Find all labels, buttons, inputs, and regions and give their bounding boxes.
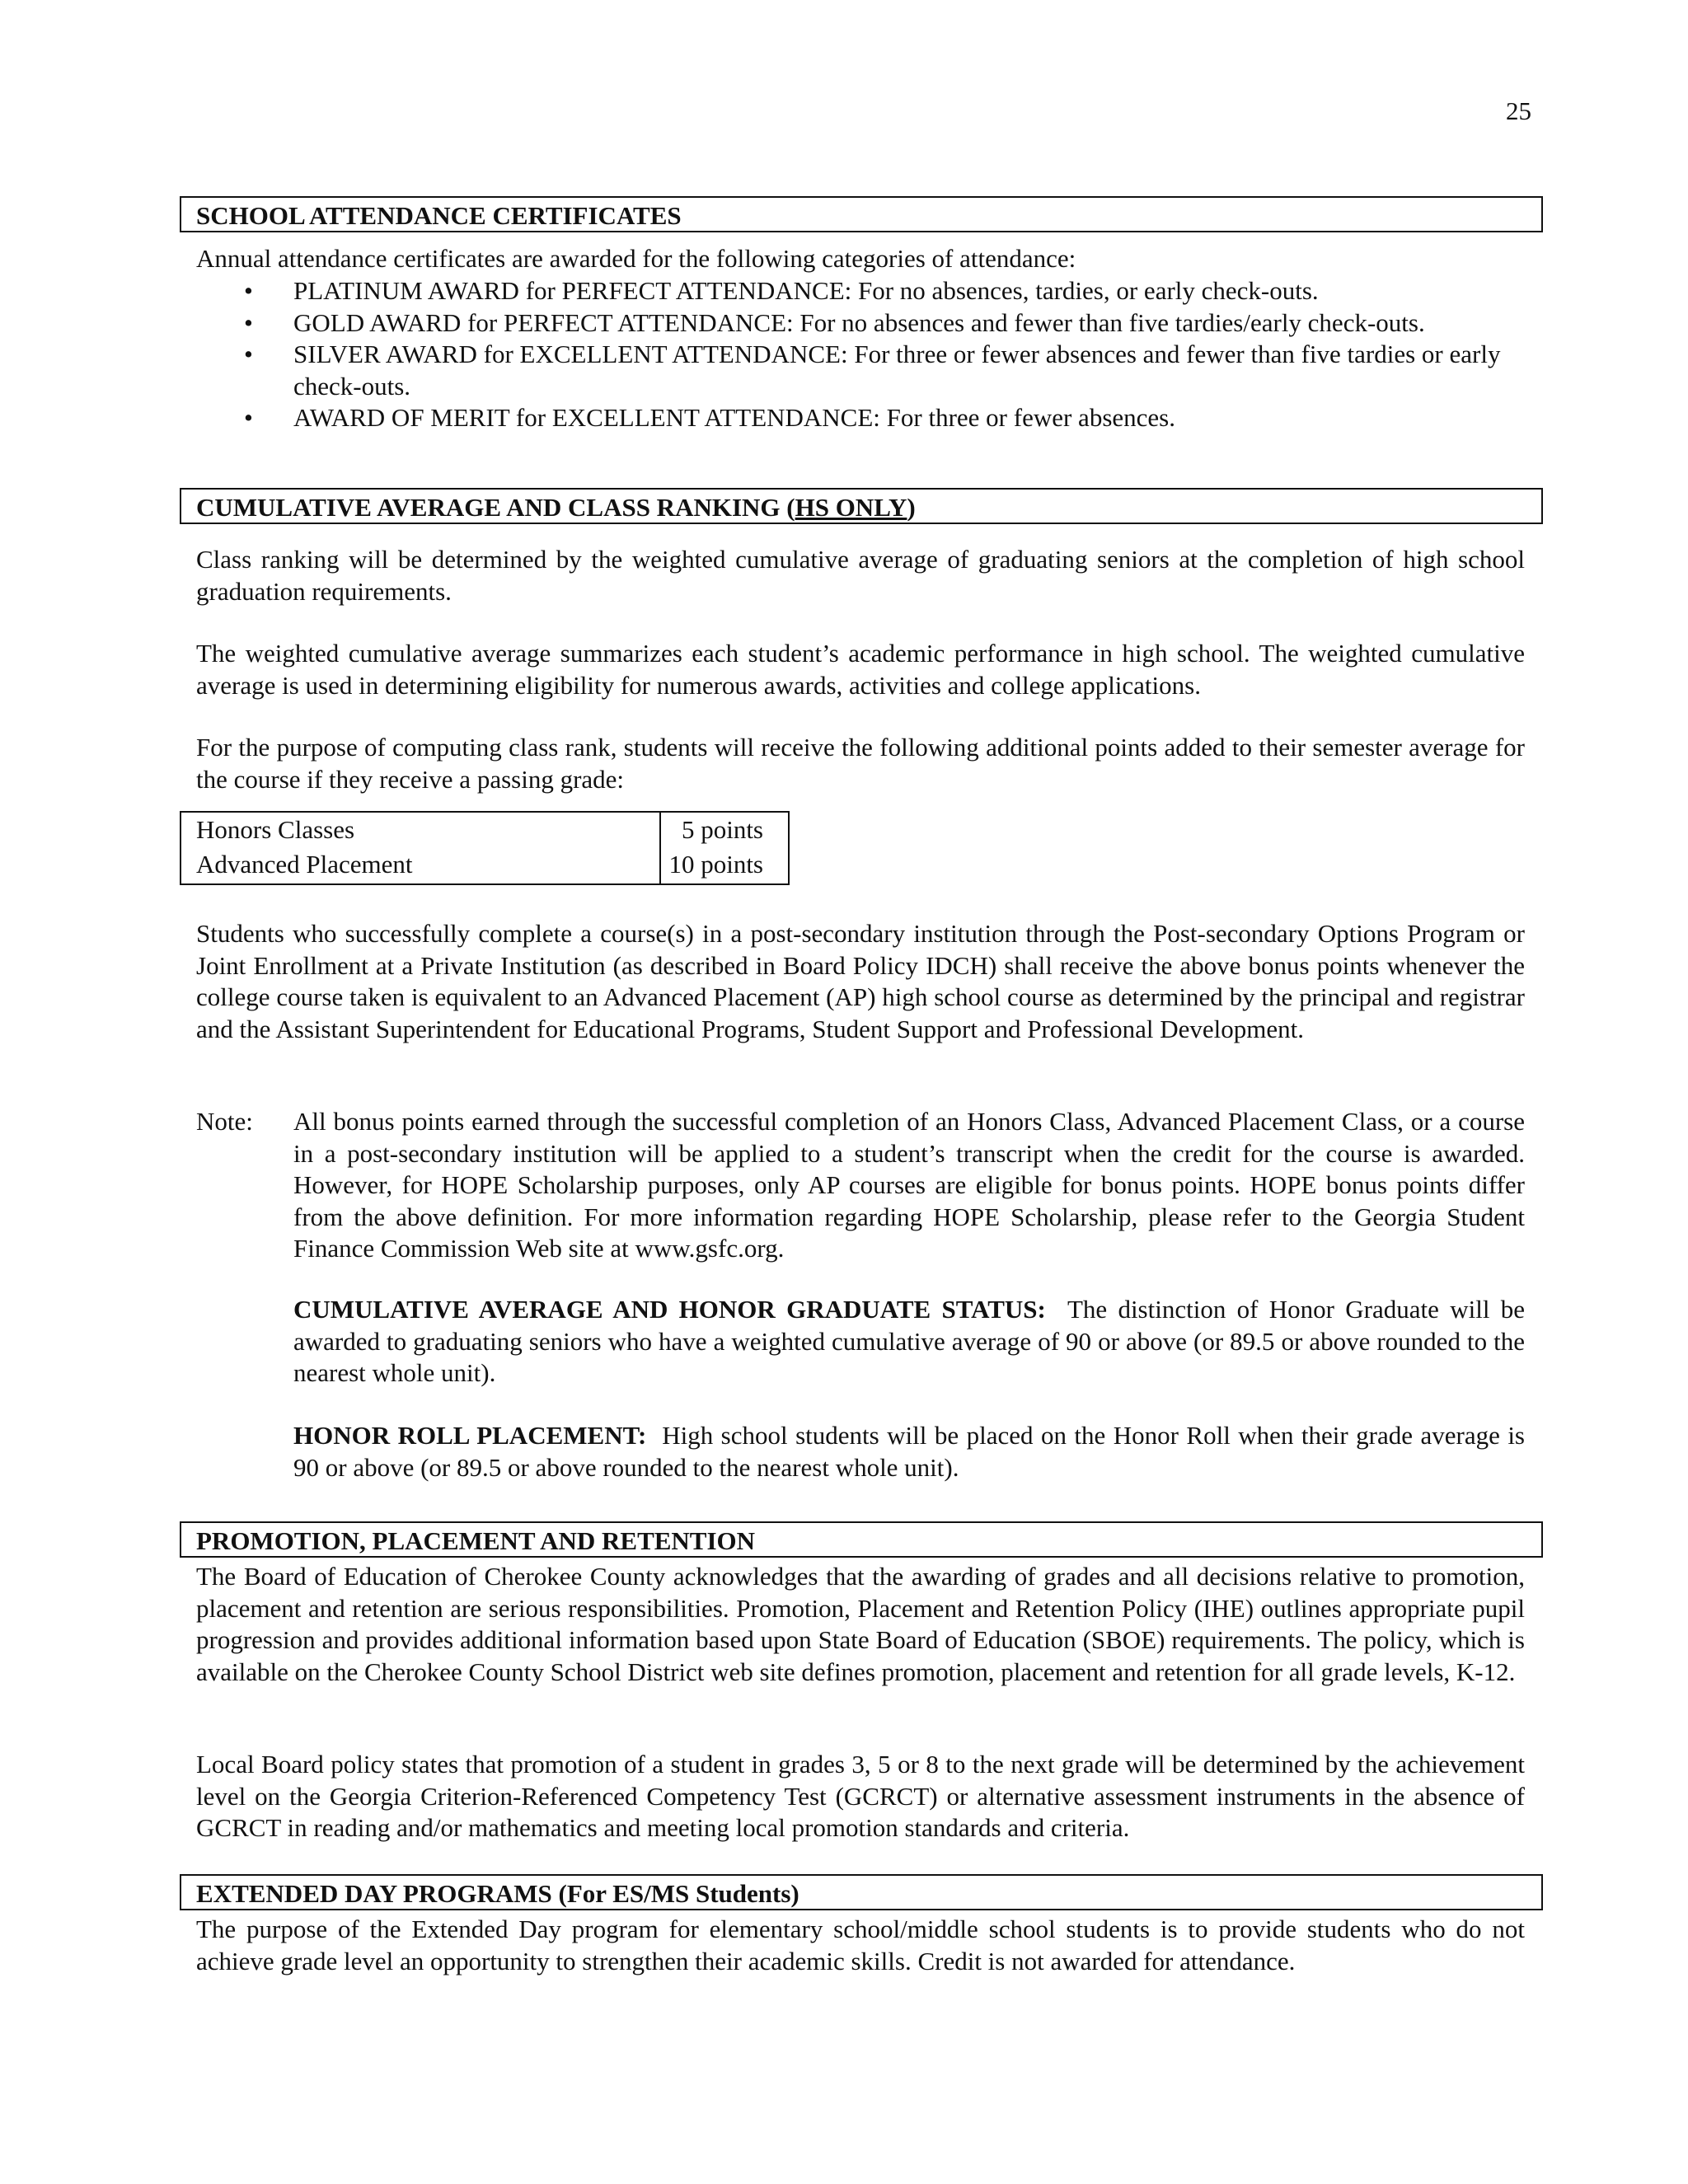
promotion-paragraph-2: Local Board policy states that promotion of a student in grades 3, 5 or 8 to the next grade will be determined by the achievement level on the Georgia Criterion-Referenced Competency Test (GCRCT) or alternative assessment instruments in the absence of GCRCT in reading and/or mathematics and meeting local promotion standards and criteria. [196, 1750, 1525, 1842]
honor-roll-text: High school students will be placed on the Honor Roll when their grade average is 90 or above (or 89.5 or above rounded to the nearest whole unit). [293, 1421, 1525, 1482]
bullet-icon: • [244, 403, 253, 432]
award-text: GOLD AWARD for PERFECT ATTENDANCE: For no absences and fewer than five tardies/early check-outs. [293, 307, 1425, 337]
heading-underlined-text: HS ONLY [795, 493, 907, 522]
heading-text: EXTENDED DAY PROGRAMS (For ES/MS Students) [196, 1879, 799, 1908]
extended-day-paragraph: The purpose of the Extended Day program for elementary school/middle school students is to provide students who do not achieve grade level an opportunity to strengthen their academic skills. Credit is not awarded for attendance. [196, 1915, 1525, 1975]
section-heading-attendance [180, 196, 1543, 232]
ranking-paragraph-1: Class ranking will be determined by the weighted cumulative average of graduating seniors at the completion of high school graduation requirements. [196, 545, 1525, 606]
heading-close-paren: ) [907, 493, 916, 522]
section-heading-promotion [180, 1521, 1543, 1558]
bullet-icon: • [244, 340, 253, 368]
ranking-paragraph-3: For the purpose of computing class rank, students will receive the following additional points added to their semester average for the course if they receive a passing grade: [196, 733, 1525, 794]
award-text: SILVER AWARD for EXCELLENT ATTENDANCE: For three or fewer absences and fewer than five tardies or early check-outs. [293, 340, 1501, 401]
bullet-icon: • [244, 276, 253, 305]
honor-graduate-text: The distinction of Honor Graduate will be awarded to graduating seniors who have a weighted cumulative average of 90 or above (or 89.5 or above rounded to the nearest whole unit). [293, 1295, 1526, 1387]
list-item [196, 307, 1525, 340]
bullet-icon: • [244, 307, 253, 337]
table-cell-label: Advanced Placement [181, 849, 660, 884]
promotion-paragraph-1: The Board of Education of Cherokee County acknowledges that the awarding of grades and all decisions relative to promotion, placement and retention are serious responsibilities. Promotion, Placement and Retention Policy (IHE) outlines appropriate pupil progression and provides additional information based upon State Board of Education (SBOE) requirements. The policy, which is available on the Cherokee County School District web site defines promotion, placement and retention for all grade levels, K-12. [196, 1562, 1525, 1686]
table-row [181, 812, 789, 849]
ranking-paragraph-4: Students who successfully complete a course(s) in a post-secondary institution through the Post-secondary Options Program or Joint Enrollment at a Private Institution (as described in Board Policy IDCH) shall receive the above bonus points whenever the college course taken is equivalent to an Advanced Placement (AP) high school course as determined by the principal and registrar and the Assistant Superintendent for Educational Programs, Student Support and Professional Development. [196, 919, 1525, 1043]
honor-roll-placement [293, 1420, 1525, 1483]
honor-graduate-status [293, 1294, 1525, 1390]
section-heading-class-ranking [180, 488, 1543, 524]
heading-text: SCHOOL ATTENDANCE CERTIFICATES [196, 201, 682, 230]
table-cell-label: Honors Classes [181, 812, 660, 849]
note-label: Note: [196, 1107, 253, 1136]
list-item [196, 402, 1525, 434]
list-item [196, 339, 1525, 402]
bonus-points-table [180, 811, 790, 885]
table-cell-value: 5 points [681, 815, 763, 844]
attendance-award-list [196, 275, 1525, 434]
table-cell-value: 10 points [668, 850, 763, 879]
honor-graduate-title: CUMULATIVE AVERAGE AND HONOR GRADUATE STATUS: [293, 1295, 1046, 1324]
note-text: All bonus points earned through the successful completion of an Honors Class, Advanced Placement Class, or a course in a post-secondary institution will be applied to a student’s transcript when the credit for the course is awarded. However, for HOPE Scholarship purposes, only AP courses are eligible for bonus points. HOPE bonus points differ from the above definition. For more information regarding HOPE Scholarship, please refer to the Georgia Student Finance Commission Web site at www.gsfc.org. [293, 1107, 1525, 1263]
attendance-intro: Annual attendance certificates are awarded for the following categories of attendance: [196, 244, 1076, 273]
page-number: 25 [1506, 96, 1531, 125]
heading-text: CUMULATIVE AVERAGE AND CLASS RANKING ( [196, 493, 795, 522]
honor-roll-title: HONOR ROLL PLACEMENT: [293, 1421, 647, 1450]
heading-text: PROMOTION, PLACEMENT AND RETENTION [196, 1526, 756, 1555]
award-text: PLATINUM AWARD for PERFECT ATTENDANCE: For no absences, tardies, or early check-outs. [293, 276, 1319, 305]
award-text: AWARD OF MERIT for EXCELLENT ATTENDANCE: For three or fewer absences. [293, 403, 1175, 432]
table-row [181, 849, 789, 884]
section-heading-extended-day [180, 1874, 1543, 1910]
ranking-paragraph-2: The weighted cumulative average summarizes each student’s academic performance in high school. The weighted cumulative average is used in determining eligibility for numerous awards, activities and college applications. [196, 639, 1525, 700]
list-item [196, 275, 1525, 307]
